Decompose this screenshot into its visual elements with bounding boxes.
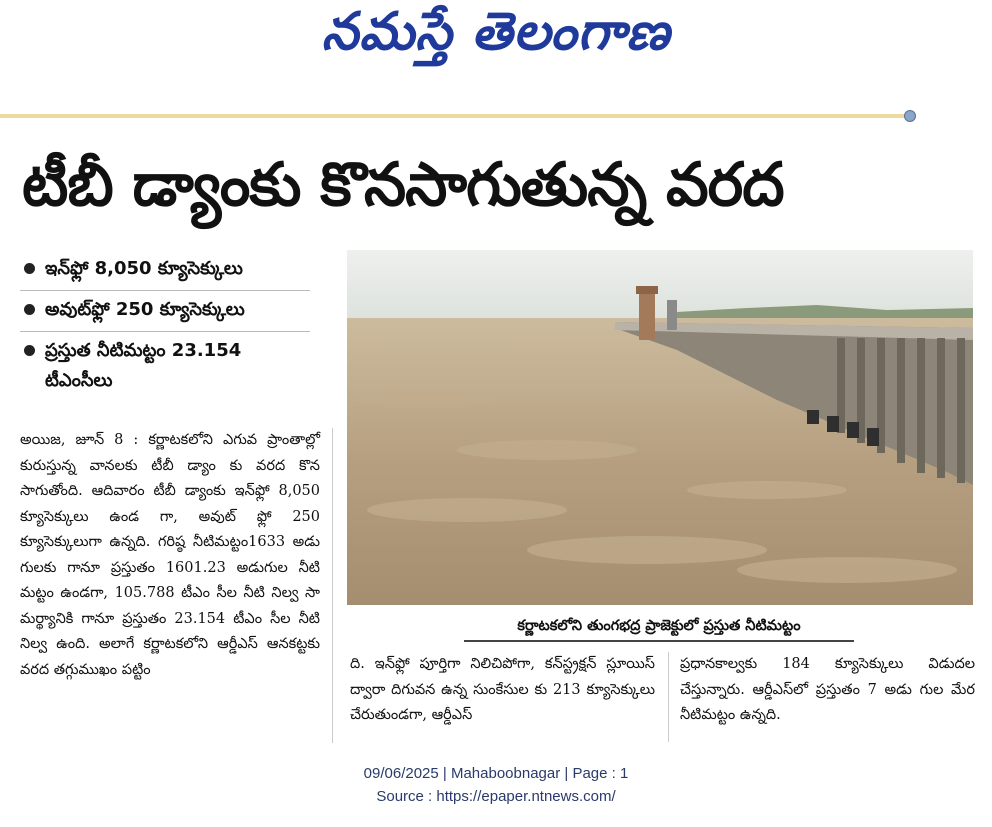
dam-photo [347, 250, 973, 605]
highlights-list [20, 250, 310, 402]
story-continuation-2: ప్రధానకాల్వకు 184 క్యూసెక్కులు విడుదల చేస్తున్నారు. ఆర్డీఎస్‌లో ప్రస్తుతం 7 అడు గుల మేర నీటిమట్టం ఉన్నది. [680, 656, 975, 723]
dam-photo-illustration [347, 250, 973, 605]
masthead [0, 0, 992, 80]
highlight-inflow [20, 250, 310, 291]
story-body: అయిజ, జూన్ 8 : కర్ణాటకలోని ఎగువ ప్రాంతాల్లో కురుస్తున్న వానలకు టీబీ డ్యాం కు వరద కొన సాగుతోంది. ఆదివారం టీబీ డ్యాంకు ఇన్‌ఫ్లో 8,050 క్యూసెక్కులు ఉండ గా, అవుట్ ఫ్లో 250 క్యూసెక్కులుగా ఉన్నది. గరిష్ఠ నీటిమట్టం1633 అడు గులకు గానూ ప్రస్తుతం 1601.23 అడుగుల నీటి మట్టం ఉండగా, 105.788 టీఎం సీల నీటి నిల్వ సా మర్థ్యానికి గానూ ప్రస్తుతం 23.154 టీఎం సీల నీటి నిల్వ ఉంది. అలాగే కర్ణాటకలోని ఆర్డీఎస్ ఆనకట్టకు వరద తగ్గుముఖం పట్టిం [20, 432, 320, 678]
photo-caption: కర్ణాటకలోని తుంగభద్ర ప్రాజెక్టులో ప్రస్తుత నీటిమట్టం [464, 612, 854, 642]
highlight-text: ఇన్‌ఫ్లో 8,050 క్యూసెక్కులు [45, 258, 243, 279]
masthead-logo: నమస్తే తెలంగాణ [321, 2, 671, 62]
bullet-icon [24, 345, 35, 356]
page-footer [0, 762, 992, 808]
highlight-outflow [20, 291, 310, 332]
highlight-level [20, 332, 310, 402]
highlight-text: అవుట్‌ఫ్లో 250 క్యూసెక్కులు [45, 299, 245, 320]
masthead-divider [0, 114, 905, 118]
footer-edition-info: 09/06/2025 | Mahaboobnagar | Page : 1 [363, 765, 629, 782]
column-divider [332, 428, 333, 743]
highlight-text: ప్రస్తుత నీటిమట్టం 23.154 టీఎంసీలు [45, 340, 242, 391]
bullet-icon [24, 304, 35, 315]
column-divider [668, 652, 669, 742]
footer-source-link[interactable]: Source : https://epaper.ntnews.com/ [376, 788, 616, 805]
story-continuation-1: ది. ఇన్‌ఫ్లో పూర్తిగా నిలిచిపోగా, కన్‌స్ట్రక్షన్ స్లూయిస్ ద్వారా దిగువన ఉన్న సుంకేసుల కు 213 క్యూసెక్కులు చేరుతుండగా, ఆర్డీఎస్ [350, 656, 655, 723]
divider-dot-icon [904, 110, 916, 122]
headline: టీబీ డ్యాంకు కొనసాగుతున్న వరద [22, 150, 784, 220]
bullet-icon [24, 263, 35, 274]
